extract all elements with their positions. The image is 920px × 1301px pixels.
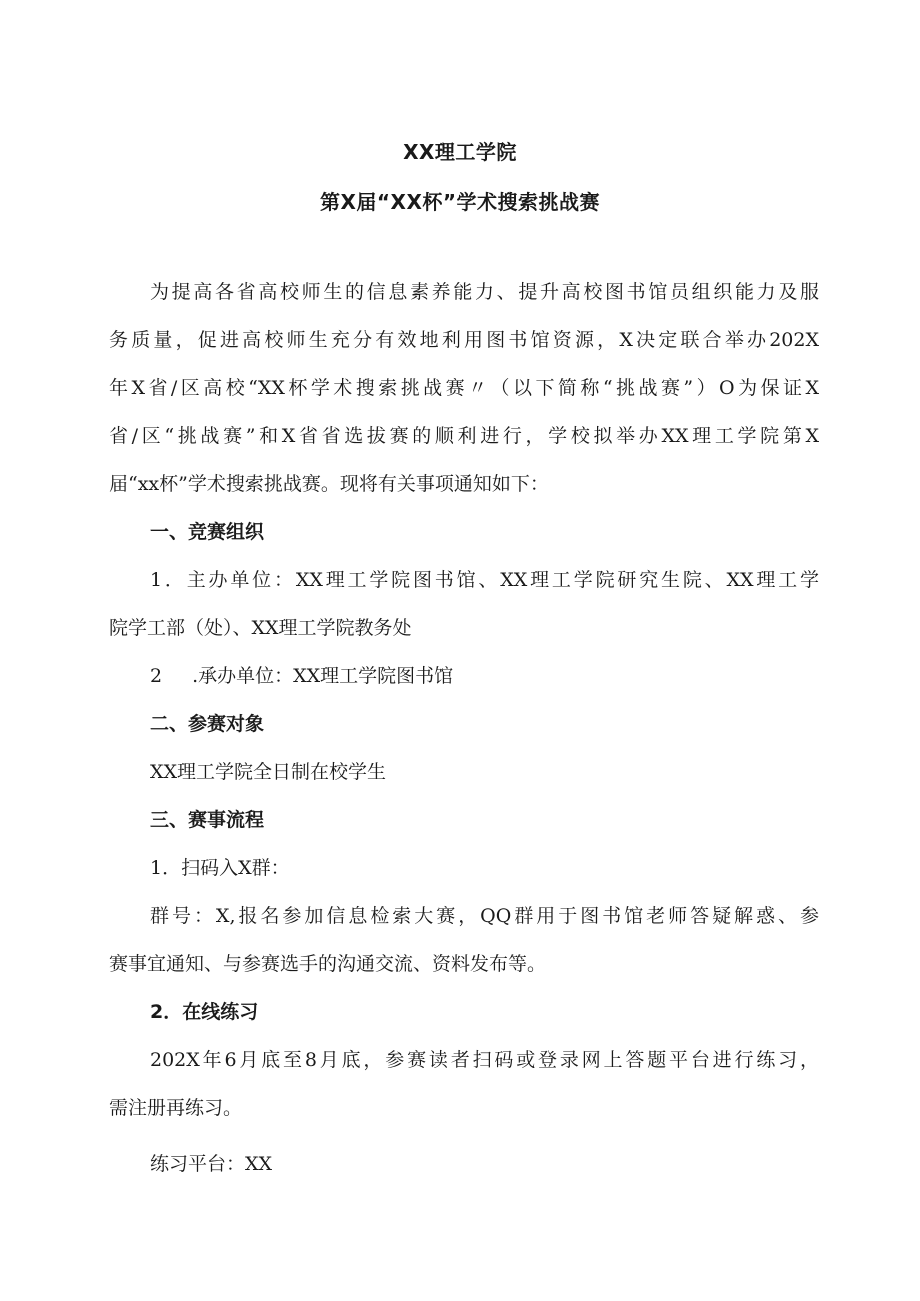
document-title: XX理工学院 [403, 140, 517, 164]
section-1-item-1-line-1: 1．主办单位：XX理工学院图书馆、XX理工学院研究生院、XX理工学 [150, 569, 819, 591]
intro-line-4: 省/区“挑战赛”和X省省选拔赛的顺利进行，学校拟举办XX理工学院第X [109, 425, 819, 447]
section-1-heading: 一、竞赛组织 [150, 521, 265, 543]
intro-line-1: 为提高各省高校师生的信息素养能力、提升高校图书馆员组织能力及服 [150, 281, 819, 303]
section-1-item-2 [150, 662, 819, 690]
section-2-body: XX理工学院全日制在校学生 [150, 761, 387, 783]
section-3-step-2-body-line-2: 需注册再练习。 [109, 1097, 243, 1119]
practice-platform: 练习平台：XX [150, 1153, 273, 1175]
section-3-step-1-body-line-1: 群号：X,报名参加信息检索大赛，QQ群用于图书馆老师答疑解惑、参 [150, 905, 819, 927]
document-subtitle: 第X届“XX杯”学术搜索挑战赛 [319, 190, 601, 214]
section-1-item-1-line-2: 院学工部（处）、XX理工学院教务处 [109, 617, 412, 639]
intro-line-3: 年X省/区高校“XX杯学术搜索挑战赛〃（以下简称“挑战赛”）O为保证X [109, 377, 819, 399]
section-3-step-2-body-line-1: 202X年6月底至8月底，参赛读者扫码或登录网上答题平台进行练习， [150, 1049, 819, 1071]
intro-line-5: 届“xx杯”学术搜索挑战赛。现将有关事项通知如下： [109, 473, 549, 495]
section-3-step-1-body-line-2: 赛事宜通知、与参赛选手的沟通交流、资料发布等。 [109, 953, 547, 975]
section-1-item-2-text: .承办单位：XX理工学院图书馆 [192, 665, 454, 687]
intro-line-2: 务质量，促进高校师生充分有效地利用图书馆资源，X决定联合举办202X [109, 329, 819, 351]
section-1-item-2-number: 2 [150, 665, 163, 687]
section-3-step-2: 2．在线练习 [150, 1001, 259, 1023]
section-2-heading: 二、参赛对象 [150, 713, 265, 735]
section-3-heading: 三、赛事流程 [150, 809, 265, 831]
section-3-step-1: 1．扫码入X群： [150, 857, 290, 879]
